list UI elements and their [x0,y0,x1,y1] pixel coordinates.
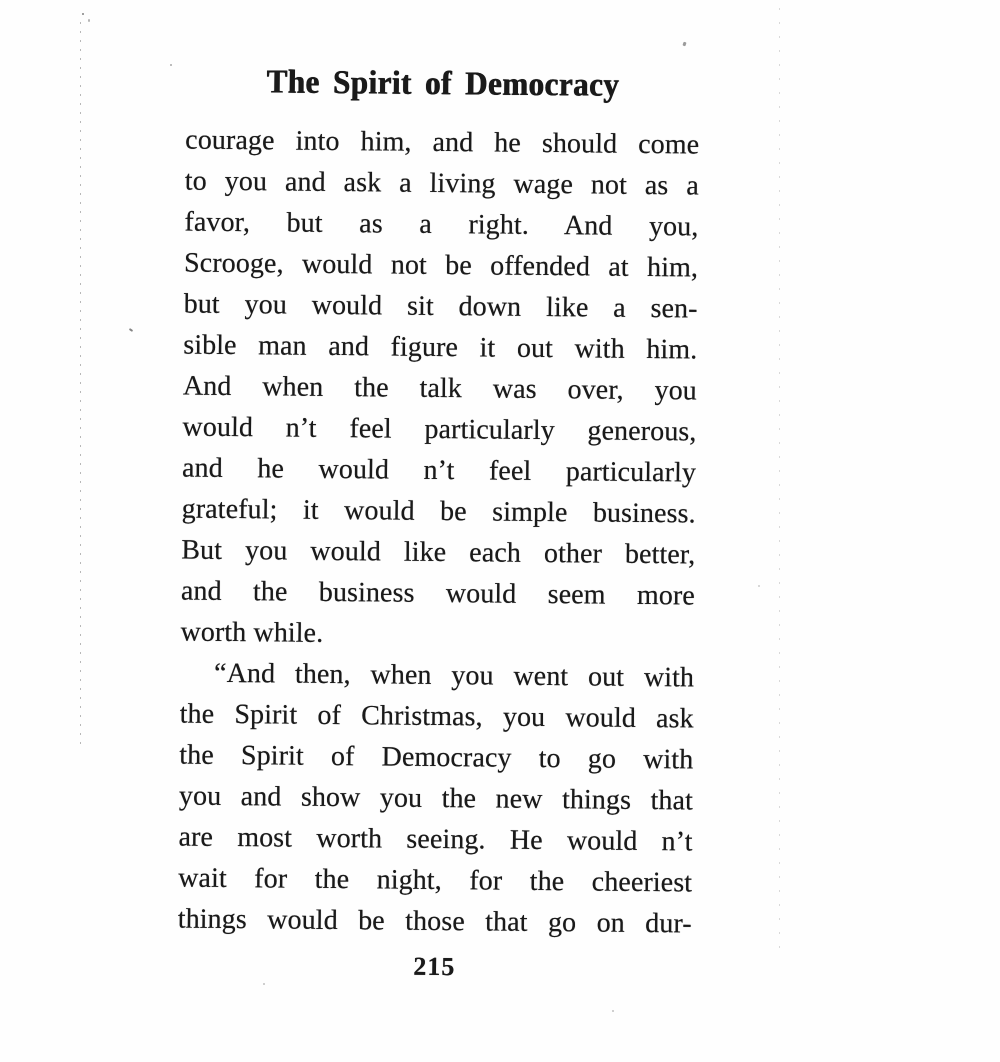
text-line: But you would like each other better, [181,534,696,571]
text-line: and the business would seem more [180,575,696,612]
text-line: but you would sit down like a sen- [183,288,698,325]
scan-speck [129,328,133,332]
text-line: sible man and figure it out with him. [183,329,698,366]
page-edge-line-right [779,8,780,948]
text-line: and he would n’t feel particularly [181,452,697,489]
text-line: to you and ask a living wage not as a [184,165,699,202]
text-line: the Spirit of Democracy to go with [179,739,694,776]
running-header-title: The Spirit of Democracy [266,62,620,104]
body-text [178,120,700,945]
scan-speck [758,585,760,587]
text-line: And when the talk was over, you [182,370,698,407]
text-line: worth while. [180,616,324,649]
scan-speck [170,64,172,66]
text-line: grateful; it would be simple business. [181,493,696,530]
scan-speck [88,19,90,22]
text-line: “And then, when you went out with [213,657,695,694]
scan-speck [612,1010,614,1012]
page-number: 215 [413,951,456,982]
text-line: are most worth seeing. He would n’t [178,821,693,858]
text-line: courage into him, and he should come [185,124,700,161]
text-line: the Spirit of Christmas, you would ask [179,698,694,735]
page-gutter-line-left [80,22,81,744]
scan-speck [682,42,686,47]
text-line: you and show you the new things that [178,780,694,817]
scan-speck [82,13,84,15]
page-content [177,62,700,985]
text-line: Scrooge, would not be offended at him, [183,247,699,284]
text-line: favor, but as a right. And you, [184,206,699,243]
text-line: wait for the night, for the cheeriest [178,862,693,899]
text-line: things would be those that go on dur- [177,903,692,940]
text-line: would n’t feel particularly generous, [182,411,697,448]
scan-speck [263,983,265,985]
